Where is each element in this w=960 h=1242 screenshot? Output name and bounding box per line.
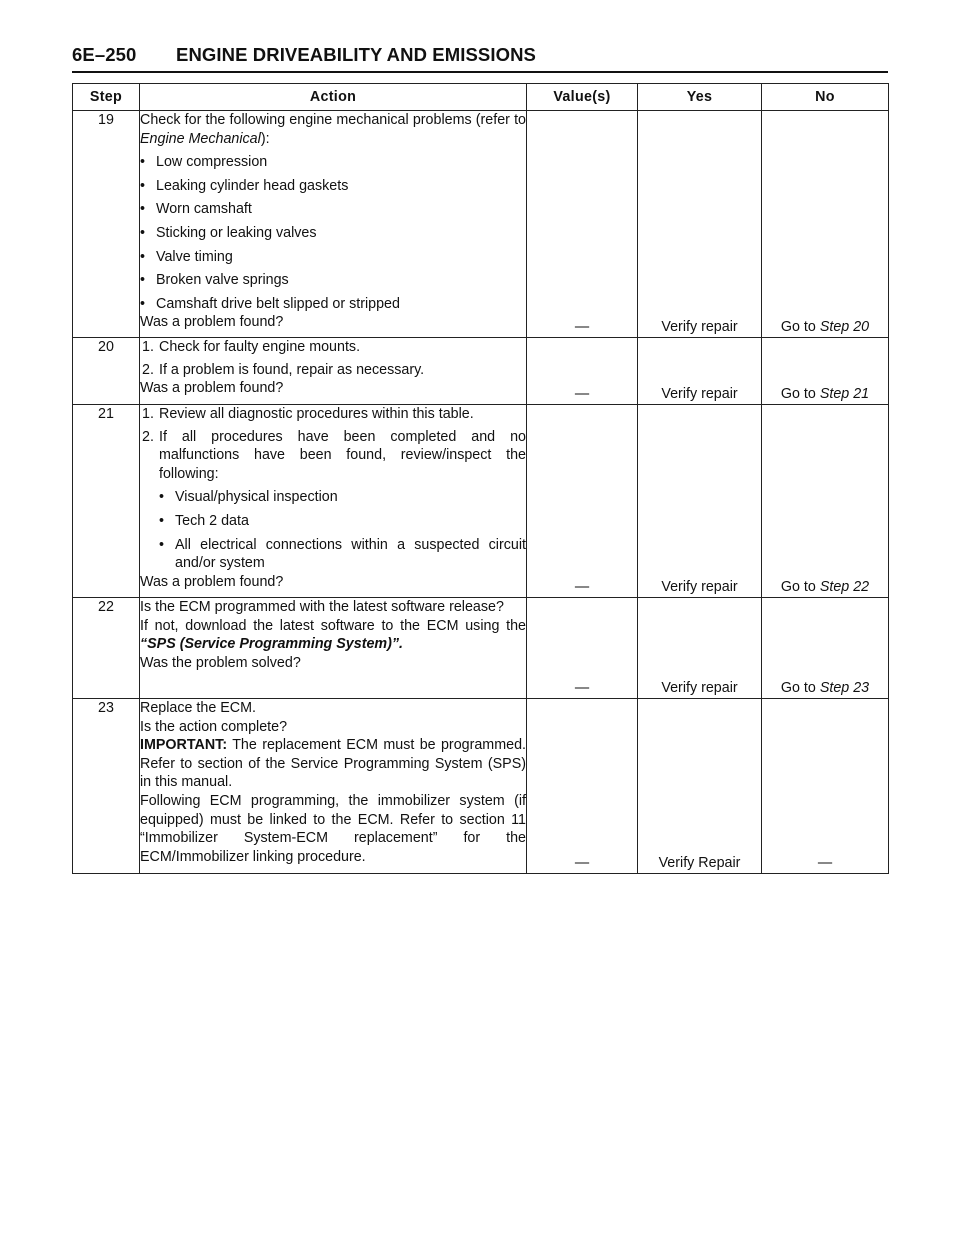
list-item: • All electrical connections within a suspected circuit and/or system bbox=[159, 536, 526, 572]
action-text: Is the ECM programmed with the latest software release? bbox=[140, 599, 504, 615]
step-number: 21 bbox=[73, 405, 140, 598]
list-item: 2. If all procedures have been completed and no malfunctions have been found, review/inspect the following: bbox=[142, 428, 526, 482]
header-rule bbox=[72, 71, 888, 73]
action-question: Was the problem solved? bbox=[140, 654, 301, 671]
list-item: • Broken valve springs bbox=[140, 272, 289, 289]
step-number: 19 bbox=[73, 111, 140, 338]
action-cell bbox=[140, 598, 527, 699]
action-question: Is the action complete? bbox=[140, 718, 288, 735]
action-cell bbox=[140, 405, 527, 598]
action-text: If not, download the latest software to the ECM using the “SPS (Service Programming System)”. bbox=[140, 617, 526, 653]
section-title: ENGINE DRIVEABILITY AND EMISSIONS bbox=[176, 44, 536, 65]
list-item: • Low compression bbox=[140, 154, 268, 171]
value-cell: — bbox=[527, 111, 638, 338]
step-number: 20 bbox=[73, 338, 140, 405]
action-text: Replace the ECM. bbox=[140, 700, 257, 716]
action-text: Following ECM programming, the immobilizer system (if equipped) must be linked to the ECM. Refer to section 11 “Immobilizer System-ECM replacement” for the ECM/Immobilizer linking procedure. bbox=[140, 792, 526, 865]
yes-cell: Verify repair bbox=[638, 338, 762, 405]
action-cell bbox=[140, 111, 527, 338]
table-header-row bbox=[73, 84, 889, 111]
value-cell: — bbox=[527, 699, 638, 874]
no-cell: Go to Step 22 bbox=[762, 405, 889, 598]
action-question: Was a problem found? bbox=[140, 573, 284, 590]
yes-cell: Verify repair bbox=[638, 111, 762, 338]
value-cell: — bbox=[527, 338, 638, 405]
reference-link: Step 23 bbox=[819, 680, 870, 697]
list-item: • Tech 2 data bbox=[159, 512, 249, 529]
column-header-no: No bbox=[762, 84, 889, 111]
no-cell: — bbox=[762, 699, 889, 874]
table-row bbox=[73, 405, 889, 598]
action-question: Was a problem found? bbox=[140, 314, 284, 331]
reference-link: Step 21 bbox=[819, 386, 870, 403]
important-label: IMPORTANT: bbox=[140, 737, 228, 754]
list-item: • Worn camshaft bbox=[140, 201, 252, 218]
section-code: 6E–250 bbox=[72, 44, 137, 65]
reference-link: Step 20 bbox=[819, 319, 870, 336]
step-number: 22 bbox=[73, 598, 140, 699]
action-cell bbox=[140, 338, 527, 405]
column-header-yes: Yes bbox=[638, 84, 762, 111]
reference-link: Step 22 bbox=[819, 579, 870, 596]
list-item: 1. Check for faulty engine mounts. bbox=[142, 339, 361, 355]
list-item: • Valve timing bbox=[140, 248, 233, 265]
step-number: 23 bbox=[73, 699, 140, 874]
list-item: 1. Review all diagnostic procedures within this table. bbox=[142, 406, 474, 422]
yes-cell: Verify repair bbox=[638, 598, 762, 699]
list-item: • Leaking cylinder head gaskets bbox=[140, 177, 349, 194]
important-note: IMPORTANT: The replacement ECM must be programmed. Refer to section of the Service Programming System (SPS) in this manual. bbox=[140, 737, 526, 791]
reference-link: “SPS (Service Programming System)”. bbox=[140, 636, 403, 653]
no-cell: Go to Step 21 bbox=[762, 338, 889, 405]
action-intro: Check for the following engine mechanical problems (refer to Engine Mechanical): bbox=[140, 112, 526, 147]
list-item: • Visual/physical inspection bbox=[159, 489, 338, 506]
list-item: • Camshaft drive belt slipped or stripped bbox=[140, 295, 400, 312]
table-row bbox=[73, 111, 889, 338]
list-item: 2. If a problem is found, repair as necessary. bbox=[142, 361, 425, 378]
column-header-values: Value(s) bbox=[527, 84, 638, 111]
yes-cell: Verify repair bbox=[638, 405, 762, 598]
diagnostic-table bbox=[72, 83, 889, 874]
yes-cell: Verify Repair bbox=[638, 699, 762, 874]
list-item: • Sticking or leaking valves bbox=[140, 224, 317, 241]
no-cell: Go to Step 23 bbox=[762, 598, 889, 699]
column-header-action: Action bbox=[140, 84, 527, 111]
page-header bbox=[72, 44, 888, 66]
value-cell: — bbox=[527, 405, 638, 598]
no-cell: Go to Step 20 bbox=[762, 111, 889, 338]
table-row bbox=[73, 598, 889, 699]
action-cell bbox=[140, 699, 527, 874]
table-row bbox=[73, 699, 889, 874]
value-cell: — bbox=[527, 598, 638, 699]
action-question: Was a problem found? bbox=[140, 380, 284, 397]
column-header-step: Step bbox=[73, 84, 140, 111]
table-row bbox=[73, 338, 889, 405]
reference-link: Engine Mechanical bbox=[140, 130, 261, 147]
